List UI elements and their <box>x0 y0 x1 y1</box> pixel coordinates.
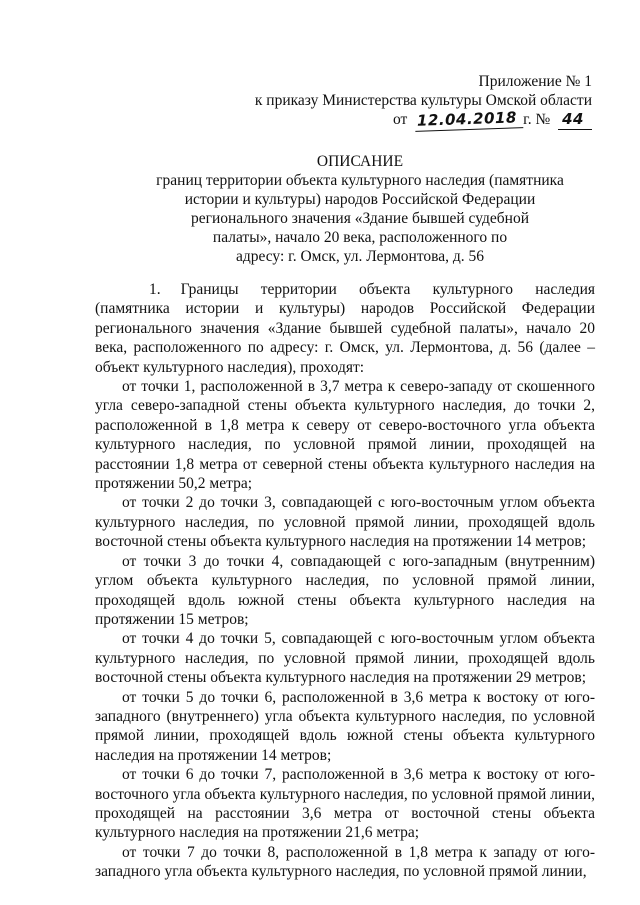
date-prefix: от <box>392 111 408 128</box>
title-line: границ территории объекта культурного наследия (памятника <box>156 172 564 189</box>
intro-text: Границы территории объекта культурного наследия (памятника истории и культуры) народов Российской Федерации регионального значения «Здание бывшей судебной палаты», начало 20 века, расположенного по адресу: г. Омск, ул. Лермонтова, д. 56 (далее – объект культурного наследия), проходят: <box>95 281 595 376</box>
order-line: к приказу Министерства культуры Омской области <box>254 92 592 109</box>
handwritten-number: 44 <box>558 110 592 130</box>
appendix-header <box>255 72 592 130</box>
boundary-paragraph: от точки 6 до точки 7, расположенной в 3,6 метра к востоку от юго-восточного угла объекта культурного наследия, по условной прямой линии, проходящей на расстоянии 3,6 метра от восточной стены объекта культурного наследия на протяжении 21,6 метра; <box>95 766 595 842</box>
document-title-block <box>130 152 590 266</box>
date-suffix: г. <box>523 111 532 128</box>
boundary-paragraph: от точки 3 до точки 4, совпадающей с юго-западным (внутренним) углом объекта культурного наследия, по условной прямой линии, проходящей вдоль южной стены объекта культурного наследия на протяжении 15 метров; <box>95 552 595 628</box>
order-date-line <box>255 110 592 130</box>
boundary-paragraph: от точки 4 до точки 5, совпадающей с юго-восточным углом объекта культурного наследия, по условной прямой линии, проходящей вдоль восточной стены объекта культурного наследия на протяжении 29 метров; <box>95 630 595 687</box>
boundary-paragraph: от точки 5 до точки 6, расположенной в 3,6 метра к востоку от юго-западного (внутреннего) угла объекта культурного наследия, по условной прямой линии, проходящей вдоль южной стены объекта культурного наследия на протяжении 14 метров; <box>95 688 595 764</box>
boundary-paragraph: от точки 1, расположенной в 3,7 метра к северо-западу от скошенного угла северо-западной стены объекта культурного наследия, до точки 2, расположенной в 1,8 метра к северу от северо-восточного угла объекта культурного наследия, по условной прямой линии, проходящей на расстоянии 1,8 метра от северной стены объекта культурного наследия на протяжении 50,2 метра; <box>95 378 595 493</box>
title-line: истории и культуры) народов Российской Федерации <box>184 191 536 208</box>
boundary-paragraph: от точки 7 до точки 8, расположенной в 1,8 метра к западу от юго-западного угла объекта культурного наследия, по условной прямой линии, <box>95 843 595 881</box>
title-line: палаты», начало 20 века, расположенного по <box>212 229 508 246</box>
item-number: 1. <box>149 281 161 298</box>
intro-paragraph <box>95 280 595 377</box>
appendix-label: Приложение № 1 <box>478 73 592 90</box>
title-line: адресу: г. Омск, ул. Лермонтова, д. 56 <box>235 248 485 265</box>
boundary-paragraph: от точки 2 до точки 3, совпадающей с юго-восточным углом объекта культурного наследия, по условной прямой линии, проходящей вдоль восточной стены объекта культурного наследия на протяжении 14 метров; <box>95 494 595 551</box>
title-line: регионального значения «Здание бывшей судебной <box>190 210 530 227</box>
document-body <box>95 280 595 882</box>
handwritten-date: 12.04.2018 <box>415 108 524 132</box>
number-prefix: № <box>535 111 551 128</box>
document-heading: ОПИСАНИЕ <box>316 153 404 170</box>
